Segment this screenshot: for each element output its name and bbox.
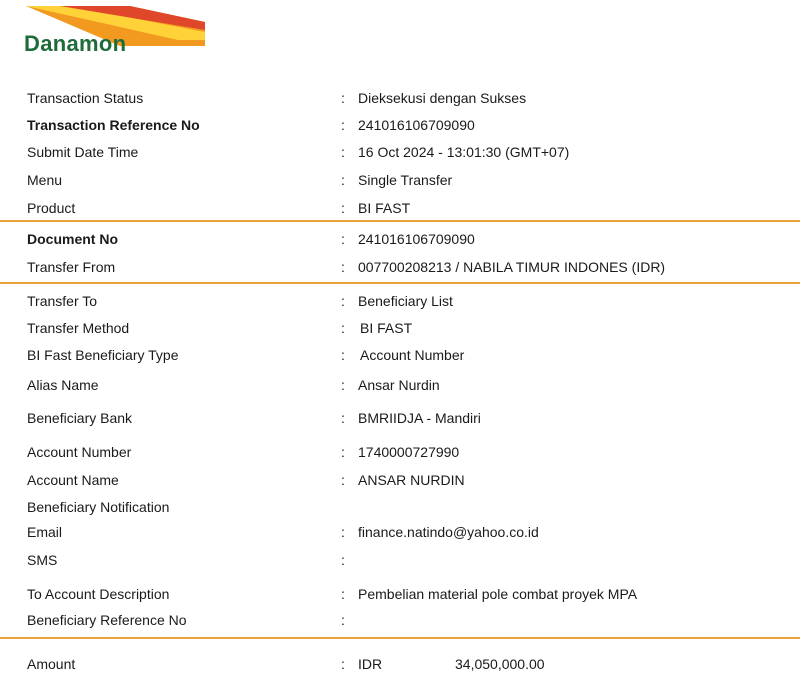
value-transfer-to: Beneficiary List: [358, 293, 453, 309]
colon: :: [341, 231, 345, 247]
value-account-name: ANSAR NURDIN: [358, 472, 465, 488]
label-alias-name: Alias Name: [27, 377, 99, 393]
row-amount: [0, 653, 800, 675]
row-transfer-method: [0, 317, 800, 339]
colon: :: [341, 90, 345, 106]
colon: :: [341, 200, 345, 216]
row-sms: [0, 549, 800, 571]
label-email: Email: [27, 524, 63, 540]
row-transfer-to: [0, 290, 800, 312]
value-transfer-from: 007700208213 / NABILA TIMUR INDONES (IDR): [358, 259, 666, 275]
label-transfer-from: Transfer From: [27, 259, 116, 275]
value-transfer-method: BI FAST: [360, 320, 413, 336]
value-product: BI FAST: [358, 200, 411, 216]
section-divider: [0, 282, 800, 284]
value-beneficiary-bank: BMRIIDJA - Mandiri: [358, 410, 481, 426]
colon: :: [341, 656, 345, 672]
value-bi-fast-beneficiary-type: Account Number: [360, 347, 465, 363]
label-bi-fast-beneficiary-type: BI Fast Beneficiary Type: [27, 347, 179, 363]
row-product: [0, 197, 800, 219]
value-account-number: 1740000727990: [358, 444, 460, 460]
row-beneficiary-reference: [0, 609, 800, 631]
colon: :: [341, 377, 345, 393]
label-transaction-reference: Transaction Reference No: [27, 117, 200, 133]
row-document-no: [0, 228, 800, 250]
row-transaction-status: [0, 87, 800, 109]
label-beneficiary-reference: Beneficiary Reference No: [27, 612, 187, 628]
colon: :: [341, 172, 345, 188]
colon: :: [341, 472, 345, 488]
colon: :: [341, 117, 345, 133]
row-transfer-from: [0, 256, 800, 278]
value-submit-date-time: 16 Oct 2024 - 13:01:30 (GMT+07): [358, 144, 570, 160]
label-transfer-to: Transfer To: [27, 293, 98, 309]
value-menu: Single Transfer: [358, 172, 453, 188]
label-menu: Menu: [27, 172, 63, 188]
row-email: [0, 521, 800, 543]
label-document-no: Document No: [27, 231, 118, 247]
value-transaction-reference: 241016106709090: [358, 117, 475, 133]
value-email: finance.natindo@yahoo.co.id: [358, 524, 539, 540]
label-beneficiary-bank: Beneficiary Bank: [27, 410, 133, 426]
row-account-number: [0, 441, 800, 463]
colon: :: [341, 347, 345, 363]
row-bi-fast-beneficiary-type: [0, 344, 800, 366]
colon: :: [341, 612, 345, 628]
value-alias-name: Ansar Nurdin: [358, 377, 440, 393]
logo-wordmark: Danamon: [24, 31, 127, 56]
colon: :: [341, 586, 345, 602]
row-alias-name: [0, 374, 800, 396]
danamon-logo: [0, 0, 230, 60]
amount-value: 34,050,000.00: [455, 656, 545, 672]
colon: :: [341, 444, 345, 460]
colon: :: [341, 259, 345, 275]
row-beneficiary-notification: [0, 496, 800, 518]
row-transaction-reference: [0, 114, 800, 136]
colon: :: [341, 410, 345, 426]
row-menu: [0, 169, 800, 191]
colon: :: [341, 524, 345, 540]
section-divider: [0, 637, 800, 639]
colon: :: [341, 293, 345, 309]
label-amount: Amount: [27, 656, 76, 672]
label-transaction-status: Transaction Status: [27, 90, 144, 106]
label-to-account-description: To Account Description: [27, 586, 170, 602]
value-to-account-description: Pembelian material pole combat proyek MPA: [358, 586, 638, 602]
row-account-name: [0, 469, 800, 491]
value-transaction-status: Dieksekusi dengan Sukses: [358, 90, 527, 106]
amount-currency: IDR: [358, 656, 383, 672]
row-beneficiary-bank: [0, 407, 800, 429]
label-sms: SMS: [27, 552, 58, 568]
value-document-no: 241016106709090: [358, 231, 475, 247]
label-beneficiary-notification: Beneficiary Notification: [27, 499, 170, 515]
row-submit-date-time: [0, 141, 800, 163]
label-submit-date-time: Submit Date Time: [27, 144, 139, 160]
row-to-account-description: [0, 583, 800, 605]
colon: :: [341, 552, 345, 568]
colon: :: [341, 144, 345, 160]
section-divider: [0, 220, 800, 222]
label-account-number: Account Number: [27, 444, 132, 460]
label-account-name: Account Name: [27, 472, 119, 488]
colon: :: [341, 320, 345, 336]
label-product: Product: [27, 200, 76, 216]
label-transfer-method: Transfer Method: [27, 320, 130, 336]
